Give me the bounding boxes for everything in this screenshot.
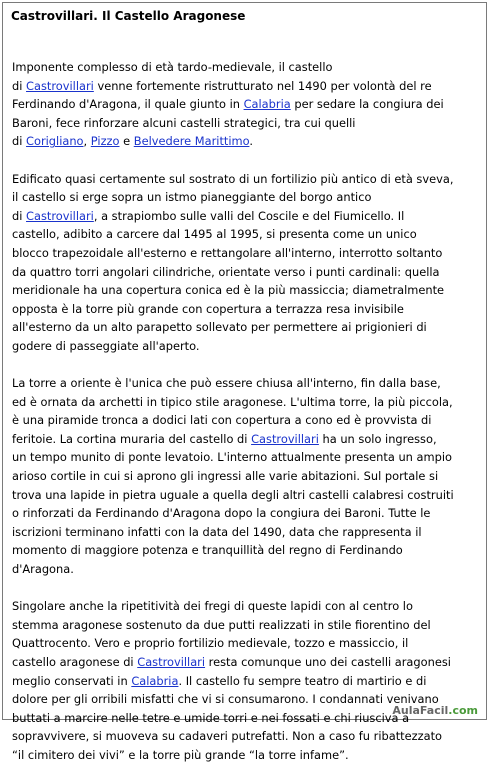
text-segment: castello, adibito a carcere dal 1495 al 1995, si presenta come un unico bbox=[12, 227, 417, 242]
text-line bbox=[12, 504, 482, 523]
text-line bbox=[12, 58, 482, 77]
link-calabria[interactable]: Calabria bbox=[243, 97, 291, 112]
text-line bbox=[12, 95, 482, 114]
link-calabria[interactable]: Calabria bbox=[131, 673, 179, 688]
link-castrovillari[interactable]: Castrovillari bbox=[137, 655, 206, 669]
text-segment: o rinforzati da Ferdinando d'Aragona dopo la congiura dei Baroni. Tutte le bbox=[12, 506, 431, 521]
link-corigliano[interactable]: Corigliano bbox=[26, 134, 84, 149]
text-segment: ed è ornata da archetti in tipico stile aragonese. L'ultima torre, la più piccola, bbox=[12, 394, 453, 409]
text-segment: buttati a marcire nelle tetre e umide torri e nei fossati e chi riusciva a bbox=[12, 710, 410, 725]
text-line bbox=[12, 225, 482, 244]
text-segment: Quattrocento. Vero e proprio fortilizio medievale, tozzo e massiccio, il bbox=[12, 636, 409, 651]
text-segment: momento di maggiore potenza e tranquillità del regno di Ferdinando bbox=[12, 543, 403, 558]
text-line bbox=[12, 393, 482, 412]
text-segment: arioso cortile in cui si aprono gli ingressi alle varie abitazioni. Sul portale si bbox=[12, 469, 439, 484]
article-title: Castrovillari. Il Castello Aragonese bbox=[11, 9, 246, 23]
text-segment: sopravvivere, si muoveva su cadaveri putrefatti. Non a caso fu ribattezzato bbox=[12, 729, 443, 744]
text-line bbox=[12, 132, 482, 151]
text-segment: meglio conservati in bbox=[12, 673, 132, 688]
link-castrovillari[interactable]: Castrovillari bbox=[26, 78, 94, 93]
text-segment: un tempo munito di ponte levatoio. L'interno attualmente presenta un ampio bbox=[12, 450, 452, 465]
link-castrovillari[interactable]: Castrovillari bbox=[251, 431, 319, 446]
text-segment: e bbox=[119, 134, 134, 149]
text-line bbox=[12, 746, 482, 765]
text-segment: di bbox=[12, 134, 27, 149]
logo-suffix: .com bbox=[448, 704, 478, 717]
text-line bbox=[12, 597, 482, 616]
text-line bbox=[12, 263, 482, 282]
paragraph bbox=[12, 58, 482, 151]
text-segment: da quattro torri angolari cilindriche, orientate verso i punti cardinali: quella bbox=[12, 264, 440, 279]
text-line bbox=[12, 672, 482, 691]
text-segment: Edificato quasi certamente sul sostrato di un fortilizio più antico di età sveva, bbox=[12, 171, 454, 186]
text-segment: opposta è la torre più grande con copertura a terrazza resa invisibile bbox=[12, 301, 404, 316]
text-line bbox=[12, 727, 482, 746]
text-segment: meridionale ha una copertura conica ed è la più massiccia; diametralmente bbox=[12, 283, 445, 298]
text-line bbox=[12, 300, 482, 319]
link-castrovillari[interactable]: Castrovillari bbox=[26, 208, 94, 223]
text-line bbox=[12, 77, 482, 96]
text-segment: , a strapiombo sulle valli del Coscile e del Fiumicello. Il bbox=[93, 208, 405, 223]
text-segment: Ferdinando d'Aragona, il quale giunto in bbox=[12, 97, 244, 112]
text-line bbox=[12, 411, 482, 430]
text-segment: dolore per gli orribili misfatti che vi si consumarono. I condannati venivano bbox=[12, 692, 439, 707]
text-segment: Singolare anche la ripetitività dei fregi di queste lapidi con al centro lo bbox=[12, 599, 413, 614]
text-segment: . Il castello fu sempre teatro di martirio e di bbox=[178, 673, 427, 688]
text-segment: il castello si erge sopra un istmo pianeggiante del borgo antico bbox=[12, 190, 372, 205]
text-line bbox=[12, 541, 482, 560]
article-frame bbox=[2, 2, 487, 762]
text-segment: , bbox=[83, 134, 91, 149]
text-line bbox=[12, 430, 482, 449]
text-segment: all'esterno da un alto parapetto sollevato per permettere ai prigionieri di bbox=[12, 320, 427, 335]
text-segment: . bbox=[249, 134, 254, 149]
text-line bbox=[12, 467, 482, 486]
article-body bbox=[12, 58, 482, 783]
text-segment: stemma aragonese sostenuto da due putti realizzati in stile fiorentino del bbox=[12, 617, 431, 632]
paragraph bbox=[12, 597, 482, 764]
text-segment: godere di passeggiate all'aperto. bbox=[12, 338, 200, 353]
text-line bbox=[12, 374, 482, 393]
text-line bbox=[12, 170, 482, 189]
text-line bbox=[12, 244, 482, 263]
text-line bbox=[12, 653, 482, 672]
text-segment: di bbox=[12, 208, 27, 223]
text-segment: d'Aragona. bbox=[12, 562, 74, 577]
text-line bbox=[12, 560, 482, 579]
paragraph bbox=[12, 170, 482, 356]
link-belvedere-marittimo[interactable]: Belvedere Marittimo bbox=[133, 134, 250, 149]
text-line bbox=[12, 281, 482, 300]
link-pizzo[interactable]: Pizzo bbox=[90, 134, 120, 149]
text-segment: Imponente complesso di età tardo-medievale, il castello bbox=[12, 60, 333, 74]
text-segment: iscrizioni terminano infatti con la data del 1490, data che rappresenta il bbox=[12, 524, 422, 539]
text-line bbox=[12, 207, 482, 226]
text-segment: di bbox=[12, 78, 27, 93]
logo-name: AulaFacil bbox=[392, 704, 449, 717]
text-segment: venne fortemente ristrutturato nel 1490 per volontà del re bbox=[93, 78, 432, 93]
text-line bbox=[12, 337, 482, 356]
text-segment: trova una lapide in pietra uguale a quella degli altri castelli calabresi costruiti bbox=[12, 487, 454, 502]
text-line bbox=[12, 523, 482, 542]
text-segment: blocco trapezoidale all'esterno e rettangolare all'interno, interrotto soltanto bbox=[12, 245, 443, 260]
text-segment: La torre a oriente è l'unica che può essere chiusa all'interno, fin dalla base, bbox=[12, 376, 441, 391]
text-segment: è una piramide tronca a dodici lati con copertura a cono ed è provvista di bbox=[12, 413, 432, 428]
text-line bbox=[12, 114, 482, 133]
text-segment: castello aragonese di bbox=[12, 655, 138, 669]
text-line bbox=[12, 448, 482, 467]
text-segment: feritoie. La cortina muraria del castello di bbox=[12, 431, 252, 446]
text-segment: Baroni, fece rinforzare alcuni castelli strategici, tra cui quelli bbox=[12, 115, 356, 130]
aulafacil-logo bbox=[392, 704, 478, 717]
text-segment: per sedare la congiura dei bbox=[290, 97, 444, 112]
text-segment: “il cimitero dei vivi” e la torre più grande “la torre infame”. bbox=[12, 747, 349, 762]
text-segment: ha un solo ingresso, bbox=[318, 431, 437, 446]
text-segment: resta comunque uno dei castelli aragonesi bbox=[205, 655, 451, 669]
text-line bbox=[12, 486, 482, 505]
text-line bbox=[12, 634, 482, 653]
paragraph bbox=[12, 374, 482, 579]
text-line bbox=[12, 616, 482, 635]
text-line bbox=[12, 318, 482, 337]
text-line bbox=[12, 188, 482, 207]
